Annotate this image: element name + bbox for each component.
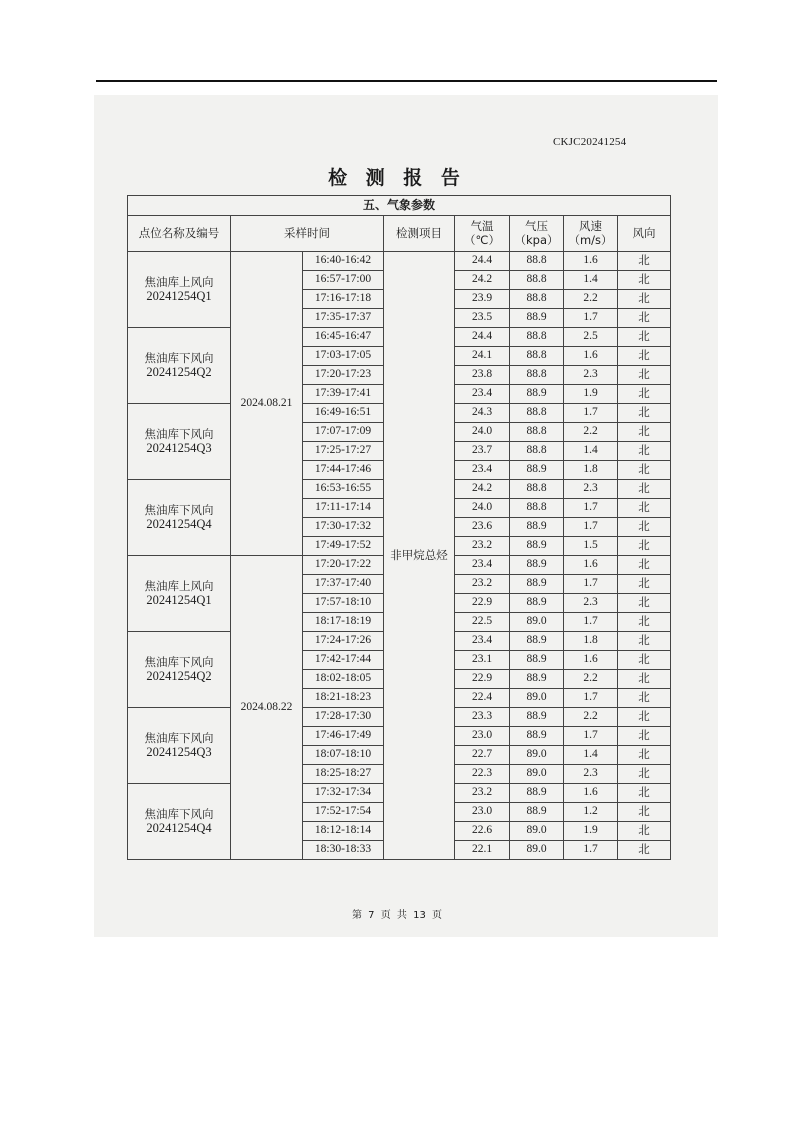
pressure-cell: 88.8 [510,423,564,442]
wind-speed-cell: 1.4 [564,271,618,290]
pressure-cell: 89.0 [510,822,564,841]
pressure-cell: 88.9 [510,461,564,480]
sampling-time-cell: 17:30-17:32 [303,518,384,537]
header-pressure: 气压 （kpa） [510,216,564,252]
sampling-time-cell: 17:28-17:30 [303,708,384,727]
temperature-cell: 23.4 [455,556,510,575]
sampling-time-cell: 17:20-17:23 [303,366,384,385]
sampling-time-cell: 18:07-18:10 [303,746,384,765]
sampling-point-cell [128,480,231,556]
temperature-cell: 22.1 [455,841,510,860]
temperature-cell: 23.2 [455,575,510,594]
sampling-time-cell: 16:57-17:00 [303,271,384,290]
wind-direction-cell: 北 [618,328,671,347]
temperature-cell: 23.3 [455,708,510,727]
point-name: 焦油库上风向 [144,578,214,593]
point-name: 焦油库下风向 [144,730,214,745]
sampling-date-cell: 2024.08.21 [231,252,303,556]
pressure-cell: 88.9 [510,727,564,746]
sampling-point-cell [128,328,231,404]
point-code: 20241254Q3 [146,744,212,759]
pressure-cell: 89.0 [510,746,564,765]
wind-speed-cell: 1.7 [564,404,618,423]
wind-direction-cell: 北 [618,271,671,290]
sampling-time-cell: 17:46-17:49 [303,727,384,746]
point-name: 焦油库下风向 [144,654,214,669]
wind-speed-cell: 2.2 [564,423,618,442]
sampling-time-cell: 17:49-17:52 [303,537,384,556]
sampling-time-cell: 18:17-18:19 [303,613,384,632]
wind-speed-cell: 2.5 [564,328,618,347]
page-footer: 第 7 页 共 13 页 [352,910,442,921]
temperature-cell: 23.4 [455,461,510,480]
point-name: 焦油库下风向 [144,806,214,821]
wind-speed-cell: 1.6 [564,784,618,803]
wind-direction-cell: 北 [618,499,671,518]
wind-direction-cell: 北 [618,575,671,594]
wind-direction-cell: 北 [618,651,671,670]
wind-speed-cell: 1.2 [564,803,618,822]
point-code: 20241254Q4 [146,516,212,531]
pressure-cell: 88.8 [510,499,564,518]
sampling-time-cell: 18:30-18:33 [303,841,384,860]
wind-direction-cell: 北 [618,670,671,689]
point-code: 20241254Q3 [146,440,212,455]
pressure-cell: 88.8 [510,480,564,499]
wind-speed-cell: 1.7 [564,613,618,632]
report-title: 检 测 报 告 [328,167,466,189]
temperature-cell: 23.2 [455,784,510,803]
wind-speed-cell: 1.7 [564,727,618,746]
point-name: 焦油库下风向 [144,426,214,441]
wind-speed-cell: 1.6 [564,347,618,366]
header-wind-dir: 风向 [618,216,671,252]
wind-speed-cell: 1.8 [564,461,618,480]
wind-speed-cell: 1.6 [564,651,618,670]
temperature-cell: 24.1 [455,347,510,366]
pressure-cell: 88.9 [510,632,564,651]
wind-direction-cell: 北 [618,461,671,480]
pressure-cell: 88.9 [510,385,564,404]
pressure-cell: 89.0 [510,765,564,784]
sampling-time-cell: 17:24-17:26 [303,632,384,651]
wind-direction-cell: 北 [618,537,671,556]
wind-speed-cell: 1.7 [564,689,618,708]
temperature-cell: 23.4 [455,385,510,404]
pressure-cell: 88.8 [510,252,564,271]
pressure-cell: 88.8 [510,328,564,347]
point-name: 焦油库下风向 [144,350,214,365]
wind-direction-cell: 北 [618,347,671,366]
pressure-cell: 88.9 [510,670,564,689]
pressure-cell: 89.0 [510,689,564,708]
pressure-cell: 89.0 [510,613,564,632]
point-name: 焦油库上风向 [144,274,214,289]
wind-direction-cell: 北 [618,252,671,271]
wind-speed-cell: 2.2 [564,670,618,689]
sampling-point-cell [128,252,231,328]
wind-direction-cell: 北 [618,689,671,708]
wind-direction-cell: 北 [618,613,671,632]
wind-speed-cell: 1.4 [564,442,618,461]
temperature-cell: 23.9 [455,290,510,309]
temperature-cell: 23.4 [455,632,510,651]
sampling-time-cell: 17:39-17:41 [303,385,384,404]
wind-direction-cell: 北 [618,822,671,841]
wind-direction-cell: 北 [618,632,671,651]
pressure-cell: 88.9 [510,309,564,328]
wind-direction-cell: 北 [618,385,671,404]
wind-speed-cell: 1.6 [564,252,618,271]
sampling-time-cell: 16:49-16:51 [303,404,384,423]
wind-direction-cell: 北 [618,556,671,575]
temperature-cell: 24.4 [455,252,510,271]
sampling-time-cell: 16:40-16:42 [303,252,384,271]
wind-speed-cell: 1.7 [564,309,618,328]
pressure-cell: 88.9 [510,651,564,670]
wind-direction-cell: 北 [618,784,671,803]
wind-speed-cell: 1.6 [564,556,618,575]
point-code: 20241254Q1 [146,592,212,607]
pressure-cell: 88.9 [510,575,564,594]
wind-speed-cell: 2.2 [564,708,618,727]
pressure-cell: 88.8 [510,404,564,423]
report-code: CKJC20241254 [553,136,627,148]
sampling-time-cell: 17:07-17:09 [303,423,384,442]
pressure-cell: 88.8 [510,290,564,309]
pressure-cell: 88.9 [510,556,564,575]
pressure-cell: 88.8 [510,366,564,385]
sampling-time-cell: 17:20-17:22 [303,556,384,575]
sampling-time-cell: 18:02-18:05 [303,670,384,689]
temperature-cell: 22.3 [455,765,510,784]
sampling-time-cell: 18:25-18:27 [303,765,384,784]
wind-direction-cell: 北 [618,290,671,309]
wind-speed-cell: 2.3 [564,480,618,499]
wind-speed-cell: 2.2 [564,290,618,309]
sampling-time-cell: 18:12-18:14 [303,822,384,841]
pressure-cell: 88.9 [510,708,564,727]
wind-direction-cell: 北 [618,480,671,499]
pressure-cell: 88.9 [510,594,564,613]
wind-speed-cell: 1.9 [564,822,618,841]
temperature-cell: 22.4 [455,689,510,708]
sampling-time-cell: 16:45-16:47 [303,328,384,347]
wind-speed-cell: 1.4 [564,746,618,765]
pressure-cell: 88.9 [510,537,564,556]
temperature-cell: 22.5 [455,613,510,632]
temperature-cell: 22.9 [455,670,510,689]
sampling-time-cell: 17:57-18:10 [303,594,384,613]
wind-direction-cell: 北 [618,442,671,461]
sampling-date-cell: 2024.08.22 [231,556,303,860]
point-name: 焦油库下风向 [144,502,214,517]
sampling-time-cell: 17:16-17:18 [303,290,384,309]
wind-speed-cell: 2.3 [564,366,618,385]
wind-direction-cell: 北 [618,708,671,727]
sampling-time-cell: 17:52-17:54 [303,803,384,822]
wind-speed-cell: 1.7 [564,518,618,537]
point-code: 20241254Q2 [146,668,212,683]
temperature-cell: 24.3 [455,404,510,423]
sampling-time-cell: 17:11-17:14 [303,499,384,518]
temperature-cell: 23.8 [455,366,510,385]
temperature-cell: 24.2 [455,271,510,290]
sampling-time-cell: 17:44-17:46 [303,461,384,480]
sampling-time-cell: 18:21-18:23 [303,689,384,708]
wind-direction-cell: 北 [618,803,671,822]
wind-direction-cell: 北 [618,594,671,613]
pressure-cell: 88.9 [510,518,564,537]
wind-speed-cell: 1.5 [564,537,618,556]
temperature-cell: 23.1 [455,651,510,670]
test-item-cell: 非甲烷总烃 [384,252,455,860]
temperature-cell: 24.0 [455,423,510,442]
wind-direction-cell: 北 [618,366,671,385]
temperature-cell: 23.7 [455,442,510,461]
pressure-cell: 88.9 [510,803,564,822]
point-code: 20241254Q2 [146,364,212,379]
wind-speed-cell: 2.3 [564,765,618,784]
temperature-cell: 22.6 [455,822,510,841]
wind-direction-cell: 北 [618,518,671,537]
table-row [128,252,671,271]
wind-speed-cell: 2.3 [564,594,618,613]
sampling-time-cell: 17:03-17:05 [303,347,384,366]
temperature-cell: 24.0 [455,499,510,518]
wind-speed-cell: 1.8 [564,632,618,651]
sampling-time-cell: 17:32-17:34 [303,784,384,803]
sampling-point-cell [128,708,231,784]
header-wind-speed: 风速 （m/s） [564,216,618,252]
pressure-cell: 88.9 [510,784,564,803]
temperature-cell: 22.7 [455,746,510,765]
header-rule [96,80,717,82]
sampling-time-cell: 17:35-17:37 [303,309,384,328]
pressure-cell: 88.8 [510,442,564,461]
pressure-cell: 89.0 [510,841,564,860]
sampling-point-cell [128,632,231,708]
pressure-cell: 88.8 [510,271,564,290]
sampling-time-cell: 17:42-17:44 [303,651,384,670]
temperature-cell: 23.6 [455,518,510,537]
point-code: 20241254Q4 [146,820,212,835]
header-time: 采样时间 [231,216,384,252]
wind-direction-cell: 北 [618,404,671,423]
wind-speed-cell: 1.7 [564,841,618,860]
point-code: 20241254Q1 [146,288,212,303]
wind-direction-cell: 北 [618,746,671,765]
temperature-cell: 23.0 [455,803,510,822]
temperature-cell: 22.9 [455,594,510,613]
sampling-point-cell [128,556,231,632]
wind-direction-cell: 北 [618,309,671,328]
header-temp: 气温 （℃） [455,216,510,252]
wind-speed-cell: 1.7 [564,575,618,594]
wind-direction-cell: 北 [618,765,671,784]
temperature-cell: 23.5 [455,309,510,328]
sampling-point-cell [128,784,231,860]
temperature-cell: 24.2 [455,480,510,499]
sampling-time-cell: 17:25-17:27 [303,442,384,461]
sampling-time-cell: 17:37-17:40 [303,575,384,594]
wind-direction-cell: 北 [618,841,671,860]
temperature-cell: 23.2 [455,537,510,556]
temperature-cell: 23.0 [455,727,510,746]
weather-parameters-table [127,195,671,860]
wind-direction-cell: 北 [618,423,671,442]
wind-speed-cell: 1.9 [564,385,618,404]
wind-direction-cell: 北 [618,727,671,746]
sampling-time-cell: 16:53-16:55 [303,480,384,499]
temperature-cell: 24.4 [455,328,510,347]
pressure-cell: 88.8 [510,347,564,366]
header-item: 检测项目 [384,216,455,252]
wind-speed-cell: 1.7 [564,499,618,518]
section-title: 五、气象参数 [128,196,671,216]
header-point: 点位名称及编号 [128,216,231,252]
sampling-point-cell [128,404,231,480]
